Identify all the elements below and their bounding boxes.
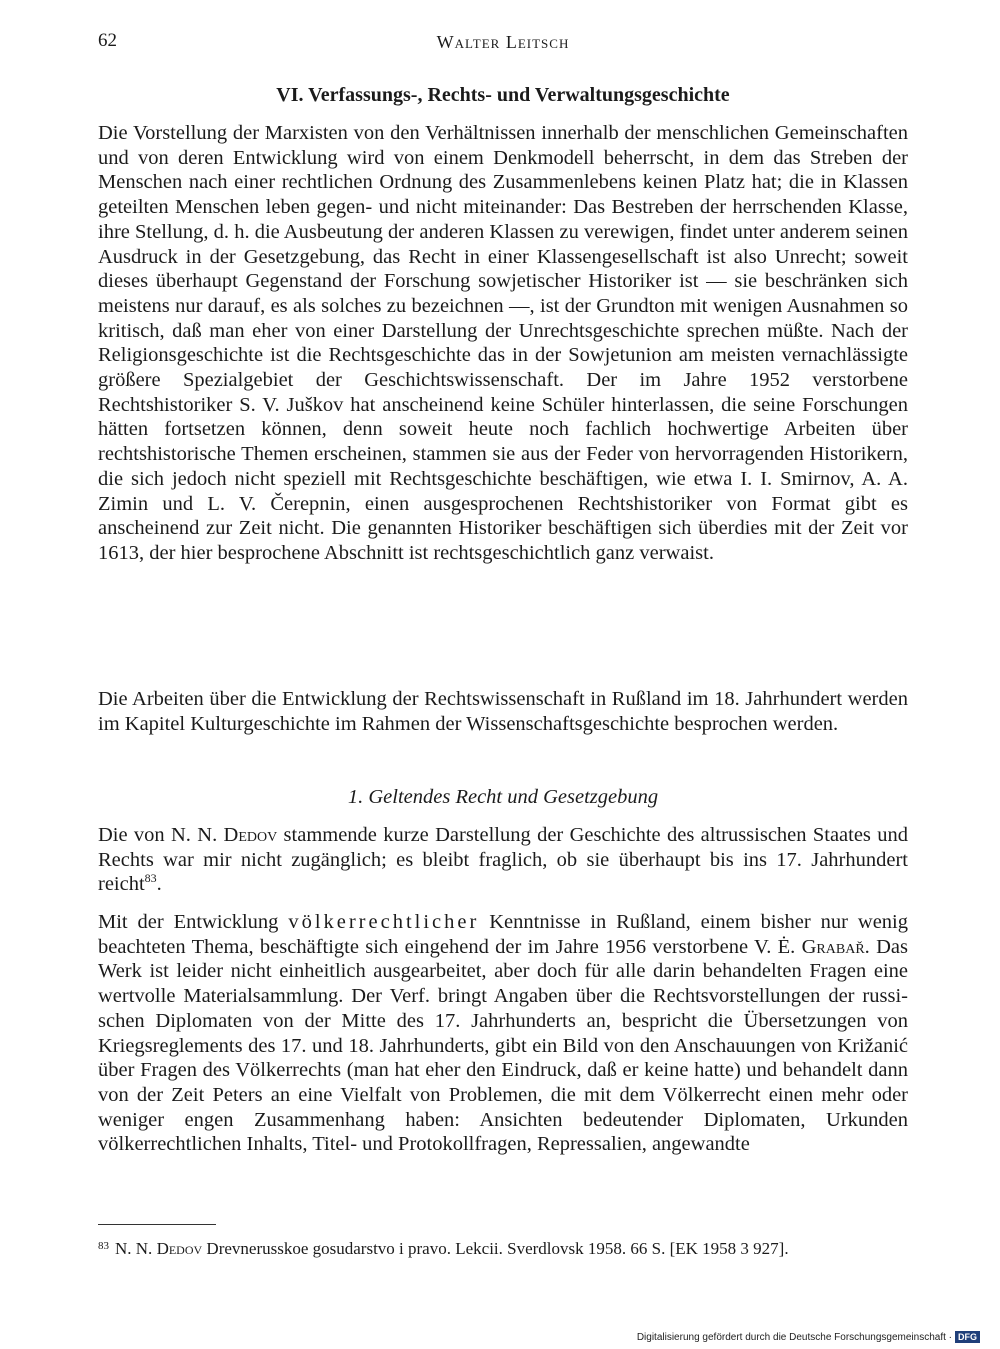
- subsection-heading: 1. Geltendes Recht und Gesetzgebung: [347, 786, 659, 808]
- page-number: 62: [98, 30, 117, 51]
- paragraph-text: Kenntnisse in Rußland, einem bisher nur wenig beachteten Thema, beschäftigte sich eingehend der im Jahre 1956 verstorbene V. Ė.: [98, 911, 908, 958]
- footnote: [98, 1235, 898, 1260]
- body-paragraph: [98, 823, 908, 897]
- author-name: Dedov: [156, 1239, 203, 1258]
- body-paragraph: Die Arbeiten über die Entwicklung der Rechtswissenschaft in Rußland im 18. Jahrhundert werden im Kapitel Kulturgeschichte im Rahmen der Wissenschaftsgeschichte besprochen werden.: [98, 688, 908, 735]
- paragraph-text: stammende kurze Darstellung der Geschichte des altrussischen Staates und Rechts war mir nicht zugänglich; es bleibt fraglich, ob sie überhaupt bis ins 17. Jahrhundert reicht: [98, 824, 908, 896]
- paragraph-text: .: [156, 873, 162, 896]
- page-header: [98, 30, 908, 60]
- footnote-divider: [98, 1224, 216, 1225]
- paragraph-text: Die von N. N.: [98, 824, 224, 846]
- footnote-number: 83: [98, 1240, 109, 1252]
- dfg-logo: DFG: [955, 1331, 980, 1343]
- author-name: Dedov: [223, 824, 278, 846]
- body-paragraph: [98, 910, 908, 1157]
- body-paragraph: Die Vorstellung der Marxisten von den Verhältnissen innerhalb der menschlichen Gemeinschaften und von deren Entwicklung wird von einem Denkmodell beherrscht, in dem das Streben der Menschen nach einer rechtlichen Ordnung des Zusammenlebens keinen Platz hat; die in Klassen geteilten Menschen leben gegen- und nicht miteinander: Das Bestreben der herrschenden Klasse, ihre Stellung, d. h. die Ausbeutung der anderen Klassen zu verewigen, findet unter anderem seinen Ausdruck in der Gesetzgebung, das Recht in einer Klassengesellschaft ist also Unrecht; soweit dieses überhaupt Gegenstand der Forschung sowjetischer Historiker ist — sie beschränken sich meistens nur darauf, es als solches zu bezeichnen —, ist der Grundton mit wenigen Ausnahmen so kritisch, daß man eher von einer Darstellung der Unrechtsgeschichte sprechen müßte. Nach der Religionsgeschichte ist die Rechtsgeschichte das in der Sowjetunion am meisten vernachlässigte größere Spezialgebiet der Geschichtswissenschaft. Der im Jahre 1952 verstorbene Rechtshistoriker S. V. Juškov hat anscheinend keine Schüler hinterlassen, die seine Forschungen hätten fortsetzen können, denn soweit heute noch fachlich hochwertige Arbeiten über rechtshistorische Themen erscheinen, stammen sie aus der Feder von hervorragenden Historikern, die sich jedoch nicht speziell mit Rechtsgeschichte beschäftigen, wie etwa I. I. Smirnov, A. A. Zimin und L. V. Čerepnin, einen ausgesprochenen Rechtshistoriker von Format gibt es anscheinend zur Zeit nicht. Die genannten Historiker beschäftigen sich überdies mit der Zeit vor 1613, der hier besprochene Abschnitt ist rechtsgeschichtlich ganz verwaist.: [98, 122, 908, 564]
- footnote-reference[interactable]: 83: [144, 871, 157, 886]
- emphasized-word: völkerrechtlicher: [288, 911, 480, 933]
- digitization-notice: [637, 1330, 980, 1344]
- running-head: Walter Leitsch: [436, 32, 570, 52]
- footnote-text: Drevnerusskoe gosudarstvo i pravo. Lekcii. Sverdlovsk 1958. 66 S. [EK 1958 3 927].: [202, 1239, 789, 1258]
- digitization-text: Digitalisierung gefördert durch die Deutsche Forschungsgemeinschaft ·: [636, 1331, 952, 1343]
- paragraph-text: Mit der Entwicklung: [98, 911, 289, 933]
- footnote-text: N. N.: [115, 1239, 157, 1258]
- section-heading: VI. Verfassungs-, Rechts- und Verwaltungsgeschichte: [276, 84, 730, 106]
- author-name: Grabař: [801, 935, 865, 958]
- paragraph-text: . Das Werk ist leider nicht einheitlich ausgearbeitet, aber doch für alle darin behandelten Fragen eine wertvolle Materialsammlung. Der Verf. bringt Angaben über die Rechtsvorstellungen der russischen Diplomaten von der Mitte des 17. Jahrhunderts an, bespricht die Übersetzungen von Kriegsreglements des 17. und 18. Jahrhunderts, gibt ein Bild von den Anschauungen von Križanić über Fragen des Völkerrechts (man hat eher den Eindruck, daß er keine hatte) und behandelt dann von der Zeit Peters an eine Vielfalt von Problemen, die mit dem Völkerrecht einen mehr oder weniger engen Zusammenhang haben: Ansichten bedeutender Diplomaten, Urkunden völkerrechtlichen Inhalts, Titel- und Protokollfragen, Repressalien, angewandte: [98, 935, 908, 1156]
